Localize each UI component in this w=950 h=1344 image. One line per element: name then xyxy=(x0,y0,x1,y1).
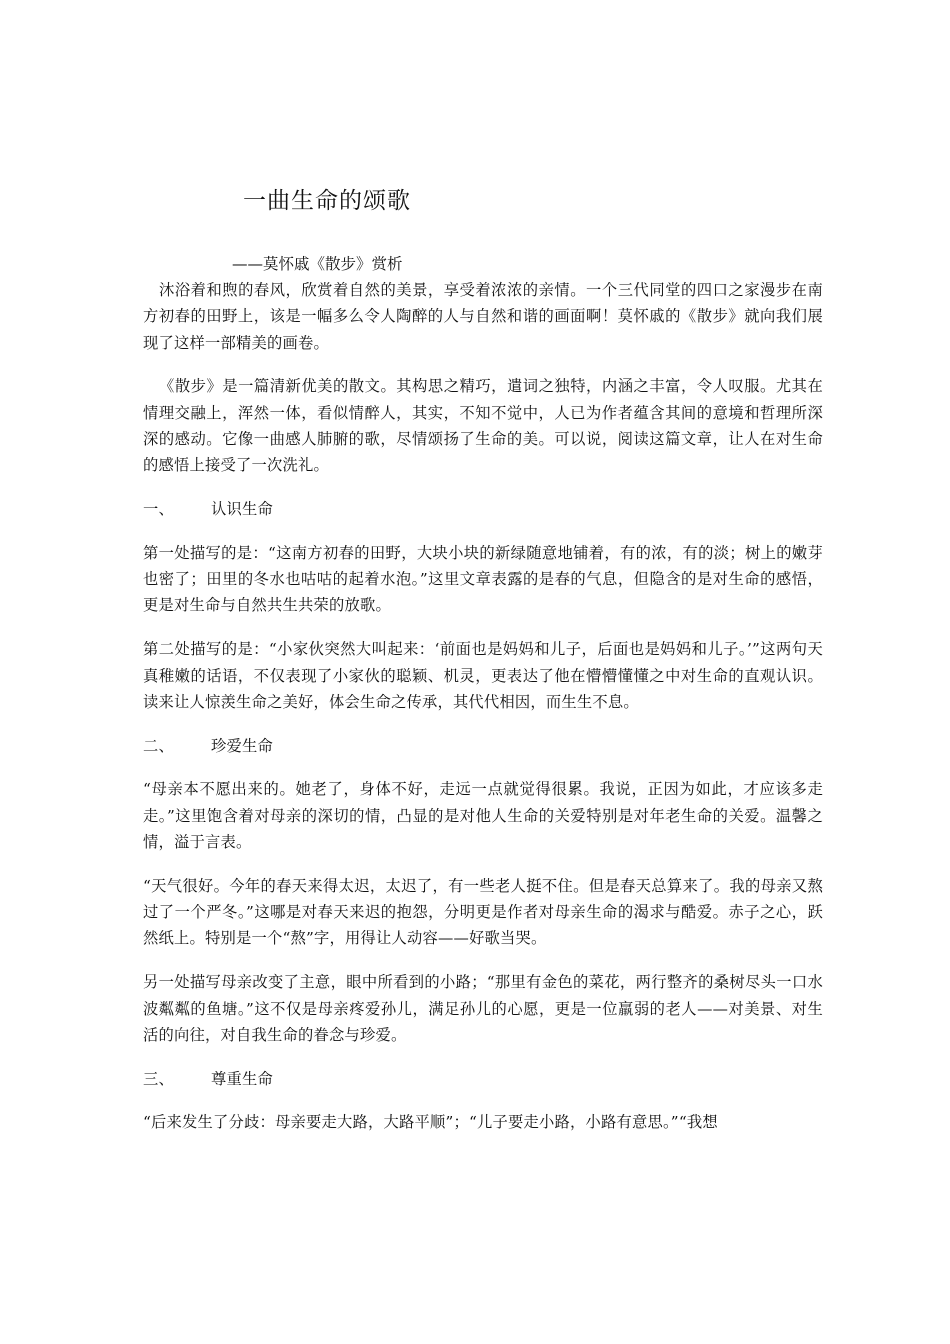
section-2-paragraph-3: 另一处描写母亲改变了主意，眼中所看到的小路；“那里有金色的菜花，两行整齐的桑树尽头一口水波粼粼的鱼塘。”这不仅是母亲疼爱孙儿，满足孙儿的心愿，更是一位羸弱的老人——对美景、对生活的向往，对自我生命的眷念与珍爱。 xyxy=(143,973,823,1044)
section-number: 三、 xyxy=(143,1069,174,1088)
section-heading-text: 尊重生命 xyxy=(211,1069,273,1088)
section-2-paragraph-2: “天气很好。今年的春天来得太迟，太迟了，有一些老人挺不住。但是春天总算来了。我的母亲又熬过了一个严冬。”这哪是对春天来迟的抱怨，分明更是作者对母亲生命的渴求与酷爱。赤子之心，跃然纸上。特别是一个“熬”字，用得让人动容——好歌当哭。 xyxy=(143,876,823,948)
section-number: 一、 xyxy=(143,500,174,519)
section-1-paragraph-1: 第一处描写的是：“这南方初春的田野，大块小块的新绿随意地铺着，有的浓，有的淡；树上的嫩芽也密了；田里的冬水也咕咕的起着水泡。”这里文章表露的是春的气息，但隐含的是对生命的感悟，更是对生命与自然共生共荣的放歌。 xyxy=(143,543,823,615)
document-body xyxy=(143,277,823,1153)
section-heading-text: 认识生命 xyxy=(211,500,273,519)
section-1-paragraph-2: 第二处描写的是：“小家伙突然大叫起来：‘前面也是妈妈和儿子，后面也是妈妈和儿子。’”这两句天真稚嫩的话语，不仅表现了小家伙的聪颖、机灵，更表达了他在懵懵懂懂之中对生命的直观认识。读来让人惊羡生命之美好，体会生命之传承，其代代相因，而生生不息。 xyxy=(143,640,823,711)
section-heading-1 xyxy=(143,496,823,522)
document-subtitle: ——莫怀戚《散步》赏析 xyxy=(232,255,403,273)
intro-paragraph-2: 《散步》是一篇清新优美的散文。其构思之精巧，遣词之独特，内涵之丰富，令人叹服。尤其在情理交融上，浑然一体，看似情醉人，其实，不知不觉中，人已为作者蕴含其间的意境和哲理所深深的感动。它像一曲感人肺腑的歌，尽情颂扬了生命的美。可以说，阅读这篇文章，让人在对生命的感悟上接受了一次洗礼。 xyxy=(143,377,823,475)
section-2-paragraph-1: “母亲本不愿出来的。她老了，身体不好，走远一点就觉得很累。我说，正因为如此，才应该多走走。”这里饱含着对母亲的深切的情，凸显的是对他人生命的关爱特别是对年老生命的关爱。温馨之情，溢于言表。 xyxy=(143,780,823,852)
section-heading-text: 珍爱生命 xyxy=(211,736,273,755)
document-title: 一曲生命的颂歌 xyxy=(243,188,411,214)
section-3-paragraph-1: “后来发生了分歧：母亲要走大路，大路平顺”；“儿子要走小路，小路有意思。”“我想 xyxy=(143,1113,718,1132)
section-heading-3 xyxy=(143,1066,823,1092)
section-heading-2 xyxy=(143,733,823,759)
intro-paragraph-1: 沐浴着和煦的春风，欣赏着自然的美景，享受着浓浓的亲情。一个三代同堂的四口之家漫步在南方初春的田野上，该是一幅多么令人陶醉的人与自然和谐的画面啊！莫怀戚的《散步》就向我们展现了这样一部精美的画卷。 xyxy=(143,281,823,352)
section-number: 二、 xyxy=(143,736,174,755)
